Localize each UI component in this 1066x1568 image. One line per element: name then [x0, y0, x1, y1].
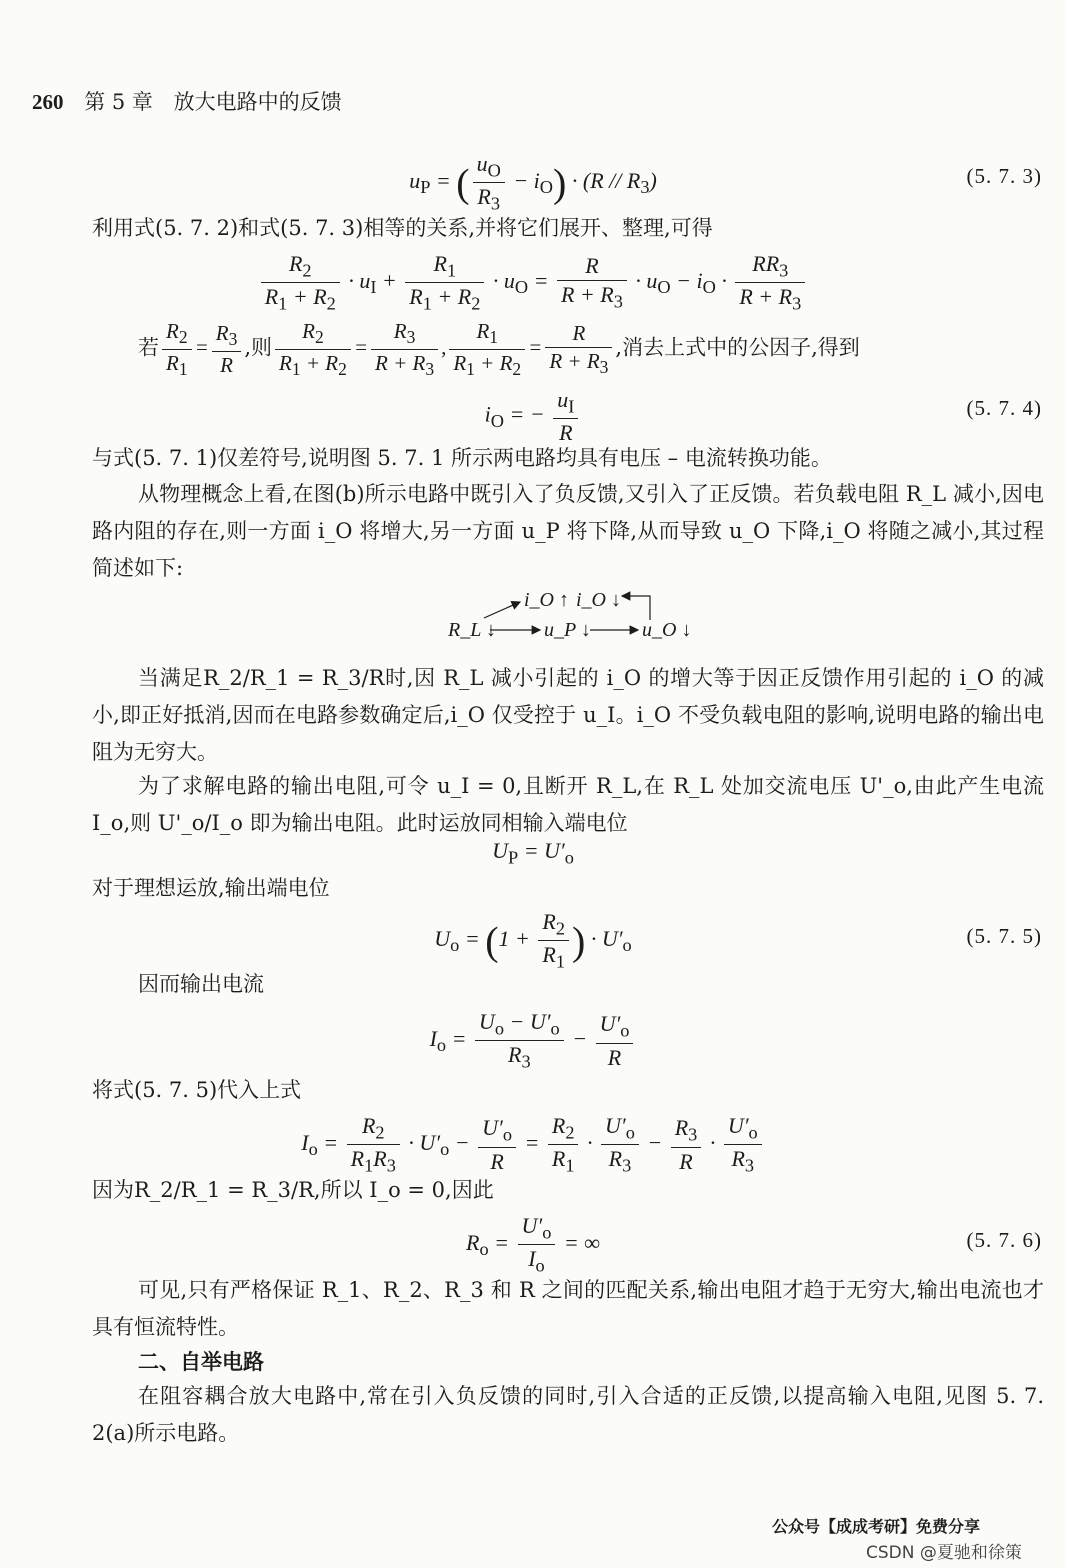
p2-prefix: 若 — [138, 335, 159, 360]
equation-io: $I_o$ = $\frac{U_o - U'_o}{R_3}$ − $\frac{U'_o}{R}$ — [0, 1008, 1066, 1074]
p2-suffix: ,消去上式中的公因子,得到 — [615, 335, 860, 360]
paragraph-9: 将式(5. 7. 5)代入上式 — [92, 1078, 302, 1102]
page-header — [32, 86, 342, 116]
equation-5-7-3: $u_P$ = ( $\frac{u_O}{R_3}$ − $i_O) \cdot (R // R_3)$ — [409, 151, 657, 214]
paragraph-4: 从物理概念上看,在图(b)所示电路中既引入了负反馈,又引入了正反馈。若负载电阻 R_L 减小,因电路内阻的存在,则一方面 i_O 将增大,另一方面 u_P 将下降,从而导致 u_O 下降,i_O 将随之减小,其过程简述如下: — [92, 482, 1044, 580]
paragraph-12: 在阻容耦合放大电路中,常在引入负反馈的同时,引入合适的正反馈,以提高输入电阻,见图 5. 7. 2(a)所示电路。 — [92, 1384, 1044, 1445]
paragraph-5: 当满足R_2/R_1 = R_3/R时,因 R_L 减小引起的 i_O 的增大等于因正反馈作用引起的 i_O 的减小,即正好抵消,因而在电路参数确定后,i_O 仅受控于 u_I。i_O 不受负载电阻的影响,说明电路的输出电阻为无穷大。 — [92, 666, 1044, 764]
arrow-uo-io — [622, 596, 650, 620]
equation-5-7-5: $U_o = (1$ + $\frac{R_2}{R_1}$ ) · $U'_o$ — [434, 909, 632, 972]
equation-up: $U_P = U'_o$ — [492, 838, 574, 868]
equation-5-7-6: $R_o$ = $\frac{U'_o}{I_o}$ = ∞ — [466, 1213, 600, 1276]
io-down-label: i_O ↓ — [576, 589, 621, 611]
rl-label: R_L ↓ — [448, 619, 496, 641]
equation-io-substituted: $I_o$ = $\frac{R_2}{R_1R_3}$ · $U'_o$ − $\frac{U'_o}{R}$ = $\frac{R_2}{R_1}$ · $\frac{U'_o}{R_3}$ − $\frac{R_3}{R}$ · $\frac{U'_o}{R_3}$ — [0, 1112, 1066, 1178]
chapter-label: 第 5 章 — [84, 90, 153, 114]
process-diagram — [440, 584, 700, 648]
equation-number-5-7-4: (5. 7. 4) — [966, 396, 1042, 420]
equation-expanded: $\frac{R_2}{R_1 + R_2}$ · $u_I$ + $\frac{R_1}{R_1 + R_2}$ · $u_O$ = $\frac{R}{R + R_3}$ · $u_O - i_O$ · $\frac{RR_3}{R + R_3}$ — [0, 250, 1066, 316]
paragraph-3: 与式(5. 7. 1)仅差符号,说明图 5. 7. 1 所示两电路均具有电压 – 电流转换功能。 — [92, 446, 832, 470]
equation-number-5-7-5: (5. 7. 5) — [966, 924, 1042, 948]
up-label: u_P ↓ — [544, 619, 591, 641]
equation-number-5-7-6: (5. 7. 6) — [966, 1228, 1042, 1252]
equation-5-7-4: $i_O$ = − $\frac{u_I}{R}$ — [0, 386, 1066, 447]
paragraph-8: 因而输出电流 — [138, 972, 264, 996]
page-number: 260 — [32, 90, 64, 114]
uo-label: u_O ↓ — [642, 619, 692, 641]
paragraph-11: 可见,只有严格保证 R_1、R_2、R_3 和 R 之间的匹配关系,输出电阻才趋于无穷大,输出电流也才具有恒流特性。 — [92, 1278, 1044, 1339]
section-heading: 二、自举电路 — [138, 1349, 264, 1374]
paragraph-7: 对于理想运放,输出端电位 — [92, 876, 330, 900]
csdn-watermark: CSDN @夏驰和徐策 — [866, 1543, 1022, 1563]
paragraph-6: 为了求解电路的输出电阻,可令 u_I = 0,且断开 R_L,在 R_L 处加交流电压 U'_o,由此产生电流 I_o,则 U'_o/I_o 即为输出电阻。此时运放同相输入端电位 — [92, 774, 1044, 835]
footer-note: 公众号【成成考研】免费分享 — [772, 1517, 981, 1536]
paragraph-10: 因为R_2/R_1 = R_3/R,所以 I_o = 0,因此 — [92, 1178, 494, 1202]
paragraph-1: 利用式(5. 7. 2)和式(5. 7. 3)相等的关系,并将它们展开、整理,可得 — [92, 216, 713, 240]
equation-number-5-7-3: (5. 7. 3) — [966, 164, 1042, 188]
p2-mid: ,则 — [244, 335, 273, 360]
arrow-rl-io — [484, 602, 520, 618]
io-up-label: i_O ↑ — [524, 589, 569, 611]
paragraph-2: 若 $\frac{R_2}{R_1}$ = $\frac{R_3}{R}$ ,则 $\frac{R_2}{R_1 + R_2}$ = $\frac{R_3}{R + R_3}$ , $\frac{R_1}{R_1 + R_2}$ = $\frac{R}{R + R_3}$ ,消去上式中的公因子,得到 — [138, 319, 860, 380]
chapter-title: 放大电路中的反馈 — [173, 90, 342, 114]
